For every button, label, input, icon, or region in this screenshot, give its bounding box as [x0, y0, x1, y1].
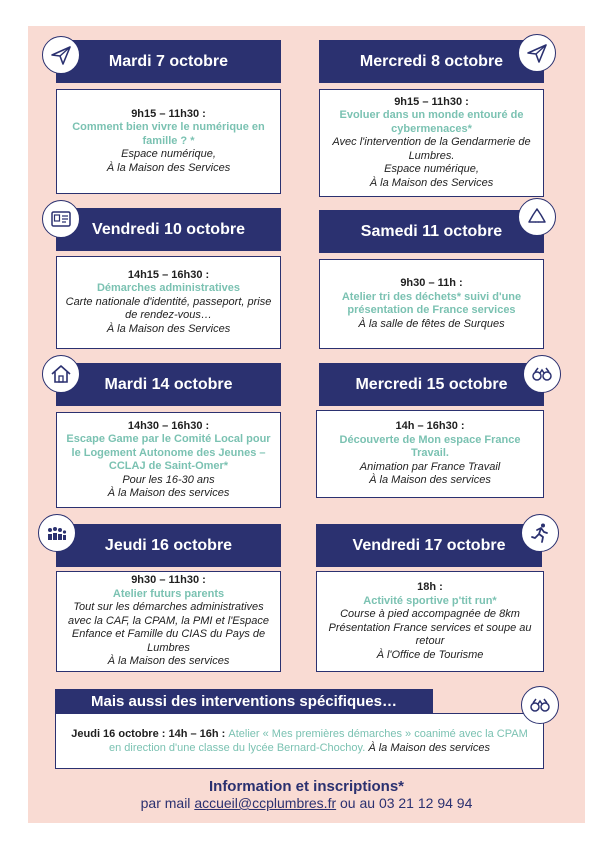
footer-contact	[28, 795, 585, 811]
event-card	[56, 256, 281, 349]
event-date-header	[56, 208, 281, 251]
extra-title: Atelier « Mes premières démarches » coanimé avec la CPAM en direction d'une classe du lycée Bernard-Chochoy.	[109, 728, 528, 754]
extra-section-header	[55, 689, 433, 713]
id-card-icon	[42, 200, 80, 238]
event-time: 14h – 16h30 :	[395, 420, 465, 433]
runner-icon	[521, 514, 559, 552]
event-time: 9h30 – 11h30 :	[131, 574, 206, 587]
event-date: Vendredi 10 octobre	[92, 220, 245, 238]
extra-date: Jeudi 16 octobre : 14h – 16h :	[71, 728, 229, 740]
event-time: 18h :	[417, 581, 443, 593]
event-card	[56, 89, 281, 194]
event-title: Evoluer dans un monde entouré de cybermenaces*	[339, 109, 524, 135]
binoculars-icon	[523, 355, 561, 393]
event-date-header	[56, 524, 281, 567]
event-description: Pour les 16-30 ans À la Maison des services	[107, 473, 230, 499]
event-time: 9h30 – 11h :	[400, 277, 463, 289]
footer-prefix: par mail	[140, 795, 195, 811]
event-title: Découverte de Mon espace France Travail.	[339, 433, 521, 460]
binoculars-icon	[521, 686, 559, 724]
event-date: Samedi 11 octobre	[360, 222, 503, 240]
event-title: Escape Game par le Comité Local pour le Logement Autonome des Jeunes – CCLAJ de Saint-Omer*	[66, 433, 271, 472]
event-time: 9h15 – 11h30 :	[394, 95, 469, 108]
event-title: Activité sportive p'tit run*	[363, 594, 497, 607]
paper-plane-icon	[518, 34, 556, 72]
event-description: Course à pied accompagnée de 8km Présentation France services et soupe au retour À l'Office de Tourisme	[328, 608, 532, 661]
event-card	[316, 410, 544, 498]
event-date: Mardi 7 octobre	[108, 52, 229, 70]
event-date: Jeudi 16 octobre	[104, 536, 233, 554]
footer-phone: ou au 03 21 12 94 94	[336, 795, 473, 811]
event-date-header	[319, 363, 544, 406]
paper-plane-icon	[42, 36, 80, 74]
event-date-header	[319, 40, 544, 83]
event-description: À la salle de fêtes de Surques	[358, 317, 505, 330]
event-date: Mardi 14 octobre	[104, 375, 233, 393]
event-date: Mercredi 15 octobre	[355, 375, 508, 393]
extra-heading: Mais aussi des interventions spécifiques…	[91, 692, 397, 710]
house-icon	[42, 355, 80, 393]
event-time: 14h30 – 16h30 :	[127, 419, 210, 432]
event-card	[56, 412, 281, 508]
event-card	[319, 259, 544, 349]
extra-section-card	[55, 713, 544, 769]
event-date-header	[56, 40, 281, 83]
event-description: Carte nationale d'identité, passeport, prise de rendez-vous… À la Maison des Services	[65, 295, 272, 335]
event-description: Espace numérique, À la Maison des Services	[106, 148, 231, 174]
recycle-icon	[518, 198, 556, 236]
event-title: Comment bien vivre le numérique en famille ? *	[72, 121, 265, 147]
event-time: 14h15 – 16h30 :	[127, 268, 210, 281]
event-date: Mercredi 8 octobre	[359, 52, 504, 70]
event-card	[319, 89, 544, 197]
email-link[interactable]: accueil@ccplumbres.fr	[194, 795, 337, 811]
event-card	[316, 571, 544, 672]
event-date-header	[316, 524, 542, 567]
event-title: Démarches administratives	[96, 282, 241, 295]
extra-place: À la Maison des services	[365, 742, 490, 754]
event-description: Animation par France Travail À la Maison des services	[359, 460, 501, 487]
event-card	[56, 571, 281, 672]
event-title: Atelier tri des déchets* suivi d'une présentation de France services	[341, 290, 522, 316]
event-time: 9h15 – 11h30 :	[131, 107, 206, 120]
event-description: Avec l'intervention de la Gendarmerie de Lumbres. Espace numérique, À la Maison des Services	[332, 136, 531, 189]
event-date: Vendredi 17 octobre	[352, 536, 506, 554]
footer-title: Information et inscriptions*	[208, 778, 404, 795]
family-icon	[38, 514, 76, 552]
event-date-header	[56, 363, 281, 406]
event-date-header	[319, 210, 544, 253]
event-title: Atelier futurs parents	[112, 587, 225, 600]
event-description: Tout sur les démarches administratives avec la CAF, la CPAM, la PMI et l'Espace Enfance et Famille du CIAS du Pays de Lumbres À la Maison des services	[68, 601, 269, 668]
